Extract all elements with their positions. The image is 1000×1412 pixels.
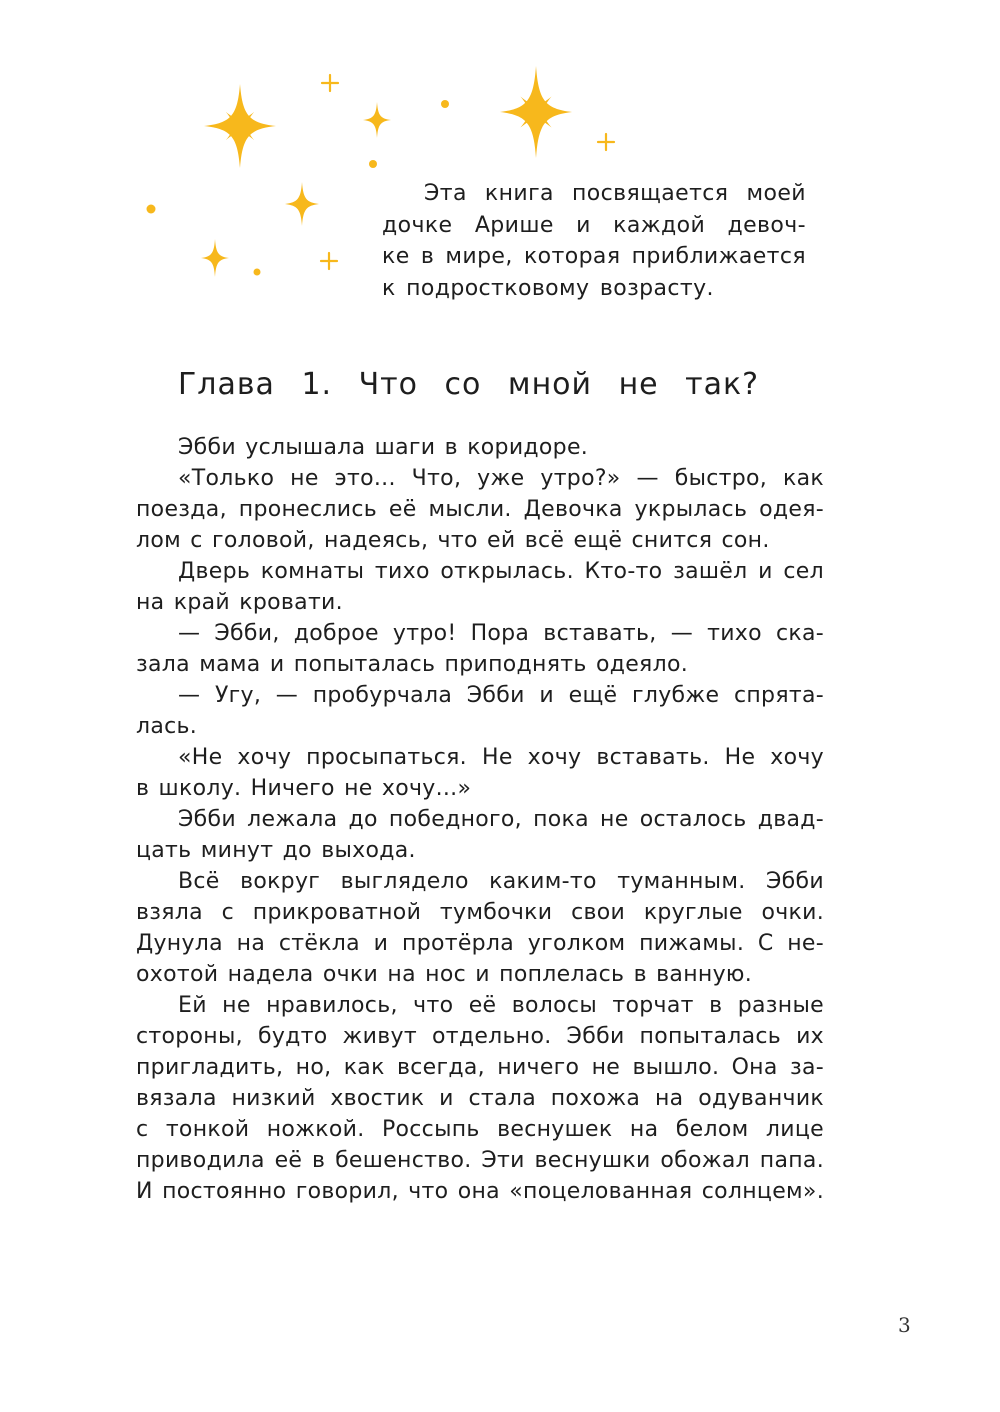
body-line: приводила её в бешенство. Эти веснушки обожал папа. bbox=[136, 1148, 824, 1173]
body-line: стороны, будто живут отдельно. Эбби попыталась их bbox=[136, 1024, 824, 1049]
body-line: «Только не это... Что, уже утро?» — быстро, как bbox=[178, 466, 824, 491]
body-line: — Эбби, доброе утро! Пора вставать, — тихо ска- bbox=[178, 621, 824, 646]
chapter-title: Глава 1. Что со мной не так? bbox=[178, 367, 760, 402]
body-line: Дверь комнаты тихо открылась. Кто-то зашёл и сел bbox=[178, 559, 824, 584]
sparkle-icon bbox=[285, 182, 319, 226]
body-line: взяла с прикроватной тумбочки свои круглые очки. bbox=[136, 900, 824, 925]
body-line: лась. bbox=[136, 714, 198, 739]
body-line: вязала низкий хвостик и стала похожа на одуванчик bbox=[136, 1086, 824, 1111]
chapter-body bbox=[136, 432, 824, 1207]
dot-icon bbox=[147, 205, 156, 214]
plus-sparkle-icon bbox=[322, 75, 338, 91]
body-line: «Не хочу просыпаться. Не хочу вставать. Не хочу bbox=[178, 745, 824, 770]
plus-sparkle-icon bbox=[321, 253, 337, 269]
body-line: с тонкой ножкой. Россыпь веснушек на белом лице bbox=[136, 1117, 824, 1142]
body-line: поезда, пронеслись её мысли. Девочка укрылась одея- bbox=[136, 497, 824, 522]
body-line: — Угу, — пробурчала Эбби и ещё глубже спрята- bbox=[178, 683, 824, 708]
star-icon bbox=[204, 84, 276, 168]
dot-icon bbox=[254, 269, 261, 276]
body-line: пригладить, но, как всегда, ничего не вышло. Она за- bbox=[136, 1055, 824, 1080]
star-icon bbox=[500, 66, 572, 158]
body-line: Эбби лежала до победного, пока не осталось двад- bbox=[178, 807, 824, 832]
body-line: Эбби услышала шаги в коридоре. bbox=[178, 435, 589, 460]
dot-icon bbox=[369, 160, 377, 168]
dedication-line: к подростковому возрасту. bbox=[382, 275, 714, 301]
body-line: на край кровати. bbox=[136, 590, 343, 615]
dedication-line: Эта книга посвящается моей bbox=[424, 181, 806, 206]
body-line: цать минут до выхода. bbox=[136, 838, 416, 863]
dot-icon bbox=[441, 100, 449, 108]
body-line: зала мама и попыталась приподнять одеяло. bbox=[136, 652, 688, 677]
dedication-line: ке в мире, которая приближается bbox=[382, 244, 806, 269]
dedication-line: дочке Арише и каждой девоч- bbox=[382, 212, 806, 238]
page-number: 3 bbox=[898, 1313, 911, 1337]
sparkle-icon bbox=[201, 239, 229, 277]
body-line: охотой надела очки на нос и поплелась в ванную. bbox=[136, 962, 752, 987]
body-line: Всё вокруг выглядело каким-то туманным. Эбби bbox=[178, 869, 824, 894]
body-line: И постоянно говорил, что она «поцелованная солнцем». bbox=[136, 1179, 824, 1204]
body-line: Ей не нравилось, что её волосы торчат в разные bbox=[178, 993, 824, 1018]
sparkle-icon bbox=[363, 102, 391, 138]
dedication bbox=[382, 178, 806, 304]
body-line: лом с головой, надеясь, что ей всё ещё снится сон. bbox=[136, 528, 770, 553]
plus-sparkle-icon bbox=[598, 134, 614, 150]
body-line: Дунула на стёкла и протёрла уголком пижамы. С не- bbox=[136, 931, 824, 956]
body-line: в школу. Ничего не хочу...» bbox=[136, 776, 472, 801]
